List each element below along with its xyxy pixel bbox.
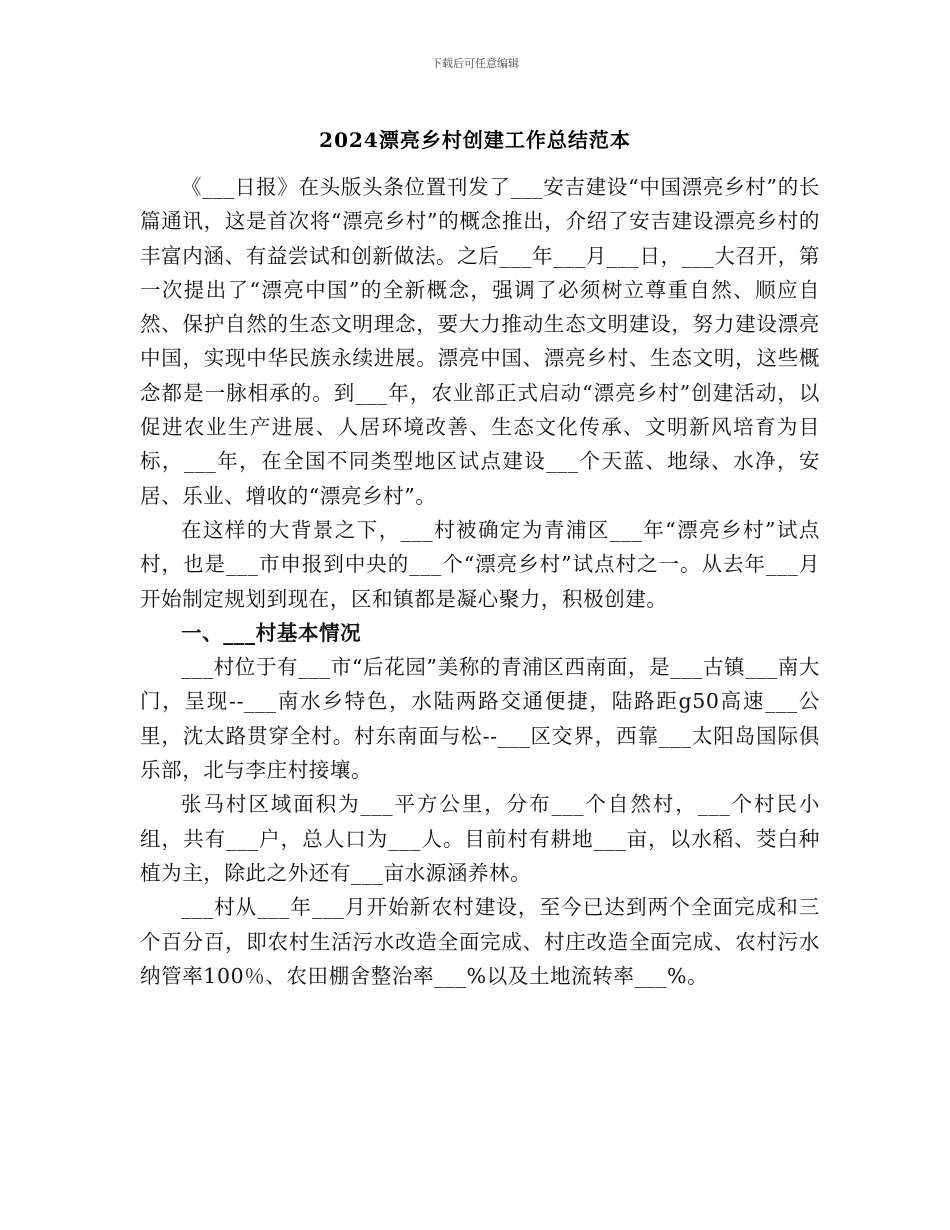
intro-paragraph-1: 《___日报》在头版头条位置刊发了___安吉建设“中国漂亮乡村”的长篇通讯，这是首次将“漂亮乡村”的概念推出，介绍了安吉建设漂亮乡村的丰富内涵、有益尝试和创新做法。之后___年___月___日，___大召开，第一次提出了“漂亮中国”的全新概念，强调了必须树立尊重自然、顺应自然、保护自然的生态文明理念，要大力推动生态文明建设，努力建设漂亮中国，实现中华民族永续进展。漂亮中国、漂亮乡村、生态文明，这些概念都是一脉相承的。到___年，农业部正式启动“漂亮乡村”创建活动，以促进农业生产进展、人居环境改善、生态文化传承、文明新风培育为目标，___年，在全国不同类型地区试点建设___个天蓝、地绿、水净，安居、乐业、增收的“漂亮乡村”。 xyxy=(140,175,820,508)
document-body xyxy=(140,170,820,993)
intro-paragraph-2: 在这样的大背景之下，___村被确定为青浦区___年“漂亮乡村”试点村，也是___市申报到中央的___个“漂亮乡村”试点村之一。从去年___月开始制定规划到现在，区和镇都是凝心聚力，积极创建。 xyxy=(140,517,820,611)
header-note: 下载后可任意编辑 xyxy=(431,57,519,70)
document-title: 2024漂亮乡村创建工作总结范本 xyxy=(319,128,631,152)
section-paragraph-3: ___村从___年___月开始新农村建设，至今已达到两个全面完成和三个百分百，即农村生活污水改造全面完成、村庄改造全面完成、农村污水纳管率100％、农田棚舍整治率___%以及土地流转率___%。 xyxy=(140,895,820,988)
section-paragraph-2: 张马村区域面积为___平方公里，分布___个自然村，___个村民小组，共有___户，总人口为___人。目前村有耕地___亩，以水稻、茭白种植为主，除此之外还有___亩水源涵养林。 xyxy=(140,792,820,885)
section-paragraph-1: ___村位于有___市“后花园”美称的青浦区西南面，是___古镇___南大门，呈现--___南水乡特色，水陆两路交通便捷，陆路距g50高速___公里，沈太路贯穿全村。村东南面与松--___区交界，西靠___太阳岛国际俱乐部，北与李庄村接壤。 xyxy=(140,655,820,783)
section-heading: 一、___村基本情况 xyxy=(181,620,362,645)
